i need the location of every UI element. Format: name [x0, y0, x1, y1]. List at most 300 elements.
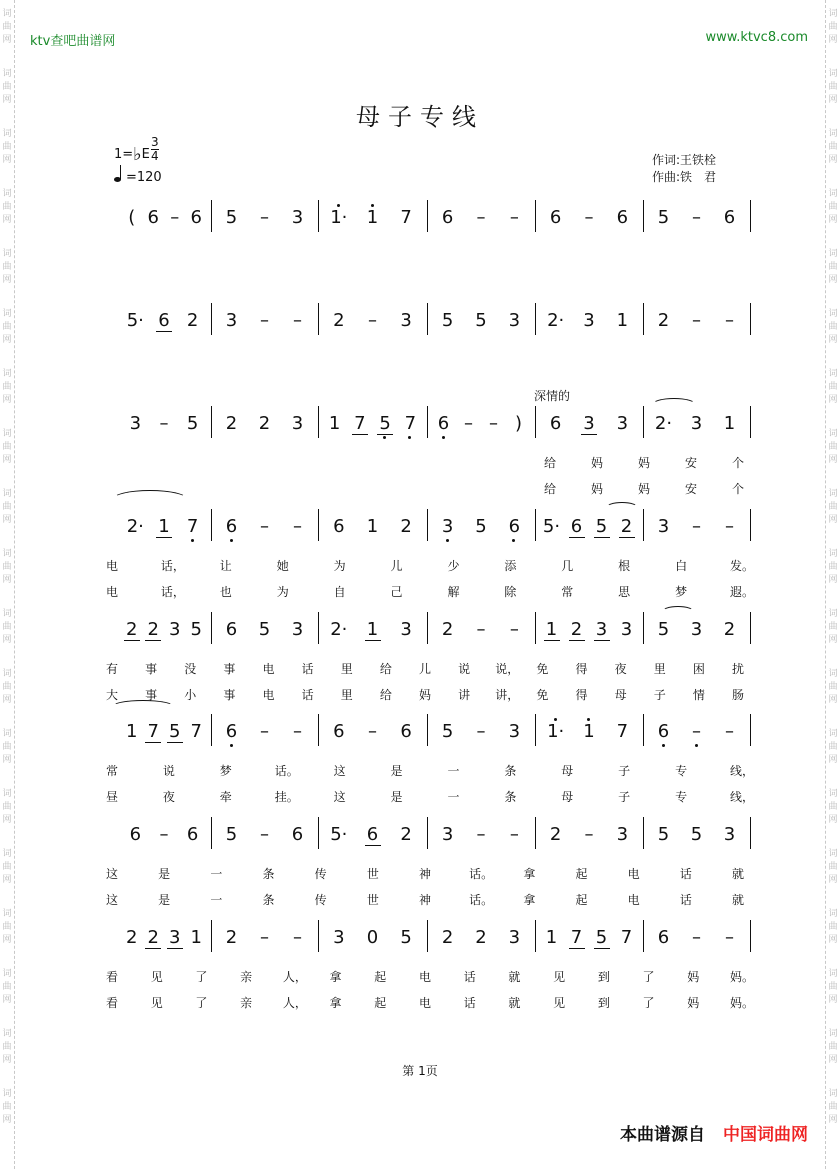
lyric-char: 话。	[469, 893, 494, 907]
lyric-char: 挂。	[274, 790, 299, 804]
lyric-char: 说	[458, 662, 471, 676]
note: –	[509, 207, 519, 228]
lyric-char: 她	[276, 559, 289, 573]
note: 6	[333, 721, 345, 742]
lyric-char: 困	[692, 662, 705, 676]
watermark-char: 网	[2, 1055, 12, 1065]
watermark-char: 词	[828, 309, 838, 319]
lyric-char: 一	[447, 764, 460, 778]
lyric-char: 电	[418, 970, 431, 984]
lyric-char: 梦	[675, 585, 688, 599]
bar-line	[750, 303, 751, 335]
note: 5	[375, 414, 395, 434]
note: 5·	[330, 824, 348, 845]
note: 5	[475, 516, 487, 537]
watermark-char: 曲	[828, 82, 838, 92]
lyric-char: 情	[692, 688, 705, 702]
note: 6	[186, 824, 199, 845]
lyric-char: 是	[390, 790, 403, 804]
bar-line	[427, 303, 428, 335]
note: 2	[143, 620, 163, 640]
watermark-char: 网	[828, 95, 838, 105]
tempo-value: =120	[126, 170, 162, 185]
lyric-char: 到	[597, 970, 610, 984]
lyric-char: 几	[561, 559, 574, 573]
note: 5·	[126, 310, 144, 331]
lyric-char: 遐。	[730, 585, 755, 599]
bar-line	[535, 920, 536, 952]
lyric-char: 亲	[240, 996, 253, 1010]
note: –	[725, 310, 734, 331]
bar-line	[427, 200, 428, 232]
watermark-char: 词	[828, 669, 838, 679]
lyric-char: 是	[158, 893, 171, 907]
song-title: 母子专线	[356, 103, 484, 131]
note: –	[293, 310, 302, 331]
watermark-char: 曲	[2, 862, 12, 872]
watermark-char: 曲	[2, 442, 12, 452]
note: 3	[400, 310, 412, 331]
watermark-char: 网	[828, 815, 838, 825]
watermark-char: 词	[828, 9, 838, 19]
lyric-char: 除	[504, 585, 517, 599]
watermark-char: 曲	[2, 382, 12, 392]
lyric-char: 梦	[219, 764, 232, 778]
lyric-char: 己	[390, 585, 403, 599]
note: 3	[690, 413, 703, 434]
note: 7	[616, 721, 629, 742]
watermark-char: 网	[2, 1115, 12, 1125]
lyric-char: 说	[162, 764, 175, 778]
bar-line	[318, 920, 319, 952]
lyric-char: 子	[618, 790, 631, 804]
key-note: E	[141, 147, 150, 162]
lyric-char: 给	[379, 662, 392, 676]
watermark-char: 词	[2, 669, 12, 679]
watermark-char: 曲	[2, 22, 12, 32]
lyric-char: 一	[210, 867, 223, 881]
note: –	[509, 619, 519, 640]
note: 3	[579, 414, 599, 434]
credits	[652, 152, 716, 186]
lyric-char: 事	[223, 688, 236, 702]
note: 7	[620, 927, 633, 948]
note: 6	[434, 414, 454, 434]
lyric-char: 里	[653, 662, 666, 676]
lyric-char: 妈	[687, 970, 700, 984]
lyric-char: 事	[223, 662, 236, 676]
watermark-char: 词	[828, 849, 838, 859]
lyric-char: 起	[575, 867, 588, 881]
lyric-char: 里	[340, 688, 353, 702]
lyric-char: 了	[642, 970, 655, 984]
bar-line	[427, 817, 428, 849]
flat-icon: ♭	[133, 144, 142, 165]
note: –	[260, 310, 269, 331]
watermark-char: 词	[2, 69, 12, 79]
note: 5	[400, 927, 412, 948]
note: 3	[508, 927, 521, 948]
lyric-char: 妈。	[730, 996, 755, 1010]
lyric-char: 了	[195, 970, 208, 984]
note: –	[368, 721, 377, 742]
note: 6	[441, 207, 454, 228]
note: 1	[542, 620, 562, 640]
note: 3	[690, 619, 703, 640]
watermark-char: 网	[2, 275, 12, 285]
lyric-char: 神	[418, 867, 431, 881]
lyric-char: 条	[262, 893, 275, 907]
watermark-char: 词	[2, 969, 12, 979]
bar-line	[750, 509, 751, 541]
note: –	[464, 413, 473, 434]
page-number: 第 1页	[402, 1064, 438, 1078]
watermark-char: 曲	[2, 742, 12, 752]
watermark-char: 网	[828, 755, 838, 765]
watermark-char: 曲	[828, 682, 838, 692]
lyric-char: 专	[675, 764, 688, 778]
lyric-char: 给	[379, 688, 392, 702]
lyric-char: 根	[618, 559, 631, 573]
quarter-note-icon	[114, 177, 121, 182]
lyric-char: 这	[333, 764, 346, 778]
lyric-char: 一	[210, 893, 223, 907]
bar-line	[211, 612, 212, 644]
lyric-char: 妈	[590, 482, 603, 496]
lyric-char: 解	[447, 585, 460, 599]
note: 6	[333, 516, 345, 537]
watermark-char: 曲	[2, 1042, 12, 1052]
lyric-char: 话	[301, 688, 314, 702]
watermark-char: 词	[828, 369, 838, 379]
note: –	[692, 207, 701, 228]
note: 6	[616, 207, 629, 228]
note: 6	[222, 517, 242, 537]
lyric-char: 儿	[390, 559, 403, 573]
note: –	[159, 824, 169, 845]
lyric-char: 是	[390, 764, 403, 778]
lyric-char: 子	[618, 764, 631, 778]
source-credit	[620, 1120, 808, 1145]
lyric-char: 电	[418, 996, 431, 1010]
time-signature	[151, 136, 159, 163]
lyric-char: 说，	[495, 662, 520, 676]
lyric-char: 见	[553, 970, 566, 984]
lyric-char: 妈	[687, 996, 700, 1010]
watermark-char: 网	[828, 935, 838, 945]
bar-line	[211, 406, 212, 438]
watermark-char: 曲	[828, 1102, 838, 1112]
lyric-char: 电	[627, 867, 640, 881]
note: –	[725, 516, 734, 537]
note: –	[476, 619, 486, 640]
lyric-char: 为	[333, 559, 346, 573]
lyric-char: 一	[447, 790, 460, 804]
watermark-char: 网	[828, 635, 838, 645]
lyric-char: 为	[276, 585, 289, 599]
lyric-char: 这	[333, 790, 346, 804]
lyric-char: 神	[418, 893, 431, 907]
note: 1	[579, 722, 599, 742]
note: 2	[723, 619, 736, 640]
watermark-char: 网	[2, 995, 12, 1005]
note: 2	[617, 517, 637, 537]
lyric-char: 条	[504, 764, 517, 778]
note: 6	[657, 927, 670, 948]
note: –	[489, 413, 498, 434]
lyric-char: 母	[614, 688, 627, 702]
note: 1	[126, 721, 138, 742]
watermark-char: 曲	[828, 382, 838, 392]
note: 6	[147, 207, 159, 228]
bar-line	[643, 509, 644, 541]
watermark-char: 曲	[828, 202, 838, 212]
note: –	[293, 927, 302, 948]
lyric-char: 传	[314, 893, 327, 907]
bar-line	[750, 406, 751, 438]
header-site-url: www.ktvc8.com	[705, 30, 808, 45]
watermark-char: 词	[2, 489, 12, 499]
bar-line	[211, 920, 212, 952]
watermark-char: 网	[2, 335, 12, 345]
lyric-char: 电	[262, 662, 275, 676]
note: 2	[186, 310, 199, 331]
lyric-char: 电	[262, 688, 275, 702]
lyric-char: 妈	[637, 482, 650, 496]
lyric-char: 就	[731, 893, 744, 907]
lyric-char: 事	[145, 688, 158, 702]
note: 3	[438, 517, 458, 537]
key-prefix: 1=	[114, 147, 134, 162]
lyric-char: 儿	[418, 662, 431, 676]
watermark-char: 词	[2, 789, 12, 799]
bar-line	[211, 303, 212, 335]
watermark-char: 词	[2, 849, 12, 859]
note: (	[128, 207, 136, 228]
watermark-char: 词	[2, 729, 12, 739]
note: 7	[143, 722, 163, 742]
note: 5	[657, 824, 670, 845]
note: –	[260, 207, 269, 228]
source-label: 本曲谱源自	[620, 1125, 705, 1145]
note: 3	[441, 824, 454, 845]
watermark-char: 词	[828, 189, 838, 199]
lyric-char: 话	[463, 970, 476, 984]
slur	[662, 606, 694, 617]
watermark-char: 网	[2, 515, 12, 525]
watermark-char: 曲	[2, 82, 12, 92]
right-border-watermark	[825, 0, 840, 1169]
note: 7	[567, 928, 587, 948]
bar-line	[643, 714, 644, 746]
lyric-char: 话	[301, 662, 314, 676]
lyricist: 作词:王铁栓	[652, 153, 717, 167]
lyric-char: 话	[679, 867, 692, 881]
watermark-char: 曲	[2, 202, 12, 212]
watermark-char: 曲	[2, 322, 12, 332]
note: 5	[475, 310, 487, 331]
note: –	[692, 927, 701, 948]
note: 1·	[547, 721, 565, 742]
lyric-char: 安	[684, 482, 697, 496]
note: 3	[592, 620, 612, 640]
lyric-char: 大	[105, 688, 118, 702]
bar-line	[643, 612, 644, 644]
bar-line	[318, 612, 319, 644]
time-bottom: 4	[151, 149, 159, 163]
lyric-char: 也	[219, 585, 232, 599]
lyric-char: 让	[219, 559, 232, 573]
watermark-char: 曲	[828, 622, 838, 632]
note: 2	[126, 927, 138, 948]
lyric-char: 电	[627, 893, 640, 907]
watermark-char: 曲	[2, 562, 12, 572]
watermark-char: 词	[2, 1089, 12, 1099]
bar-line	[427, 920, 428, 952]
watermark-char: 曲	[2, 922, 12, 932]
lyric-char: 就	[508, 996, 521, 1010]
note: –	[260, 516, 269, 537]
note: 3	[291, 207, 304, 228]
lyric-char: 得	[575, 662, 588, 676]
note: 5	[258, 619, 271, 640]
note: 6	[567, 517, 587, 537]
watermark-char: 网	[2, 395, 12, 405]
watermark-char: 词	[828, 909, 838, 919]
note: 6	[225, 619, 238, 640]
note: 2	[549, 824, 562, 845]
lyric-char: 条	[262, 867, 275, 881]
watermark-char: 网	[828, 995, 838, 1005]
lyric-char: 拿	[523, 893, 536, 907]
slur	[112, 490, 188, 509]
note: 6	[723, 207, 736, 228]
watermark-char: 网	[2, 935, 12, 945]
lyric-char: 拿	[523, 867, 536, 881]
composer: 作曲:铁 君	[652, 170, 717, 184]
note: 3	[291, 413, 304, 434]
lyric-char: 个	[731, 482, 744, 496]
lyric-char: 自	[333, 585, 346, 599]
watermark-char: 词	[2, 129, 12, 139]
lyric-char: 安	[684, 456, 697, 470]
note: –	[159, 413, 169, 434]
watermark-char: 词	[828, 1029, 838, 1039]
bar-line	[427, 612, 428, 644]
lyric-char: 小	[184, 688, 197, 702]
note: 6	[549, 413, 562, 434]
note: –	[692, 310, 701, 331]
lyric-char: 人，	[282, 970, 307, 984]
lyric-char: 话	[679, 893, 692, 907]
bar-line	[750, 200, 751, 232]
bar-line	[427, 406, 428, 438]
watermark-char: 词	[2, 1029, 12, 1039]
lyric-char: 思	[618, 585, 631, 599]
watermark-char: 网	[828, 215, 838, 225]
lyric-char: 夜	[162, 790, 175, 804]
lyric-char: 电	[105, 559, 118, 573]
lyric-char: 白	[675, 559, 688, 573]
note: 2	[441, 927, 454, 948]
note: –	[260, 721, 269, 742]
note: 1	[723, 413, 736, 434]
bar-line	[750, 714, 751, 746]
watermark-char: 词	[828, 489, 838, 499]
lyric-char: 是	[158, 867, 171, 881]
note: –	[476, 721, 486, 742]
lyric-char: 扰	[731, 662, 744, 676]
note: 3	[165, 928, 185, 948]
note: 1	[366, 516, 379, 537]
lyric-char: 线，	[730, 790, 755, 804]
lyric-char: 讲，	[495, 688, 520, 702]
lyric-char: 发。	[730, 559, 755, 573]
lyric-char: 昼	[105, 790, 118, 804]
watermark-char: 网	[828, 1115, 838, 1125]
note: 3	[169, 619, 181, 640]
note: 1	[190, 927, 202, 948]
lyric-char: 话，	[160, 585, 185, 599]
note: 1	[363, 620, 383, 640]
bar-line	[535, 509, 536, 541]
watermark-char: 曲	[828, 862, 838, 872]
note: –	[584, 824, 594, 845]
note: 5	[441, 721, 454, 742]
note: 2	[400, 516, 412, 537]
note: 2	[122, 620, 142, 640]
watermark-char: 曲	[2, 502, 12, 512]
note: 5	[441, 310, 454, 331]
watermark-char: 词	[2, 189, 12, 199]
note: 7	[183, 517, 203, 537]
note: 5	[592, 517, 612, 537]
watermark-char: 词	[828, 609, 838, 619]
note: 5	[190, 619, 202, 640]
bar-line	[643, 817, 644, 849]
note: 6	[222, 722, 242, 742]
note: –	[293, 516, 302, 537]
lyric-char: 起	[374, 996, 387, 1010]
note: 3	[657, 516, 670, 537]
note: 5	[690, 824, 703, 845]
watermark-char: 网	[828, 875, 838, 885]
note: 2	[400, 824, 412, 845]
lyric-char: 妈	[637, 456, 650, 470]
lyric-char: 免	[536, 688, 549, 702]
note: 1	[616, 310, 629, 331]
lyric-char: 少	[447, 559, 460, 573]
lyric-char: 母	[561, 764, 574, 778]
watermark-char: 曲	[828, 322, 838, 332]
bar-line	[750, 612, 751, 644]
watermark-char: 曲	[828, 142, 838, 152]
note: 3	[225, 310, 238, 331]
lyric-char: 讲	[458, 688, 471, 702]
bar-line	[535, 406, 536, 438]
watermark-char: 词	[828, 429, 838, 439]
watermark-char: 词	[828, 729, 838, 739]
bar-line	[643, 303, 644, 335]
note: 7	[350, 414, 370, 434]
watermark-char: 词	[828, 969, 838, 979]
watermark-char: 曲	[828, 742, 838, 752]
watermark-char: 网	[828, 335, 838, 345]
note: 5	[657, 207, 670, 228]
lyric-char: 没	[184, 662, 197, 676]
bar-line	[211, 817, 212, 849]
note: 2	[225, 413, 238, 434]
